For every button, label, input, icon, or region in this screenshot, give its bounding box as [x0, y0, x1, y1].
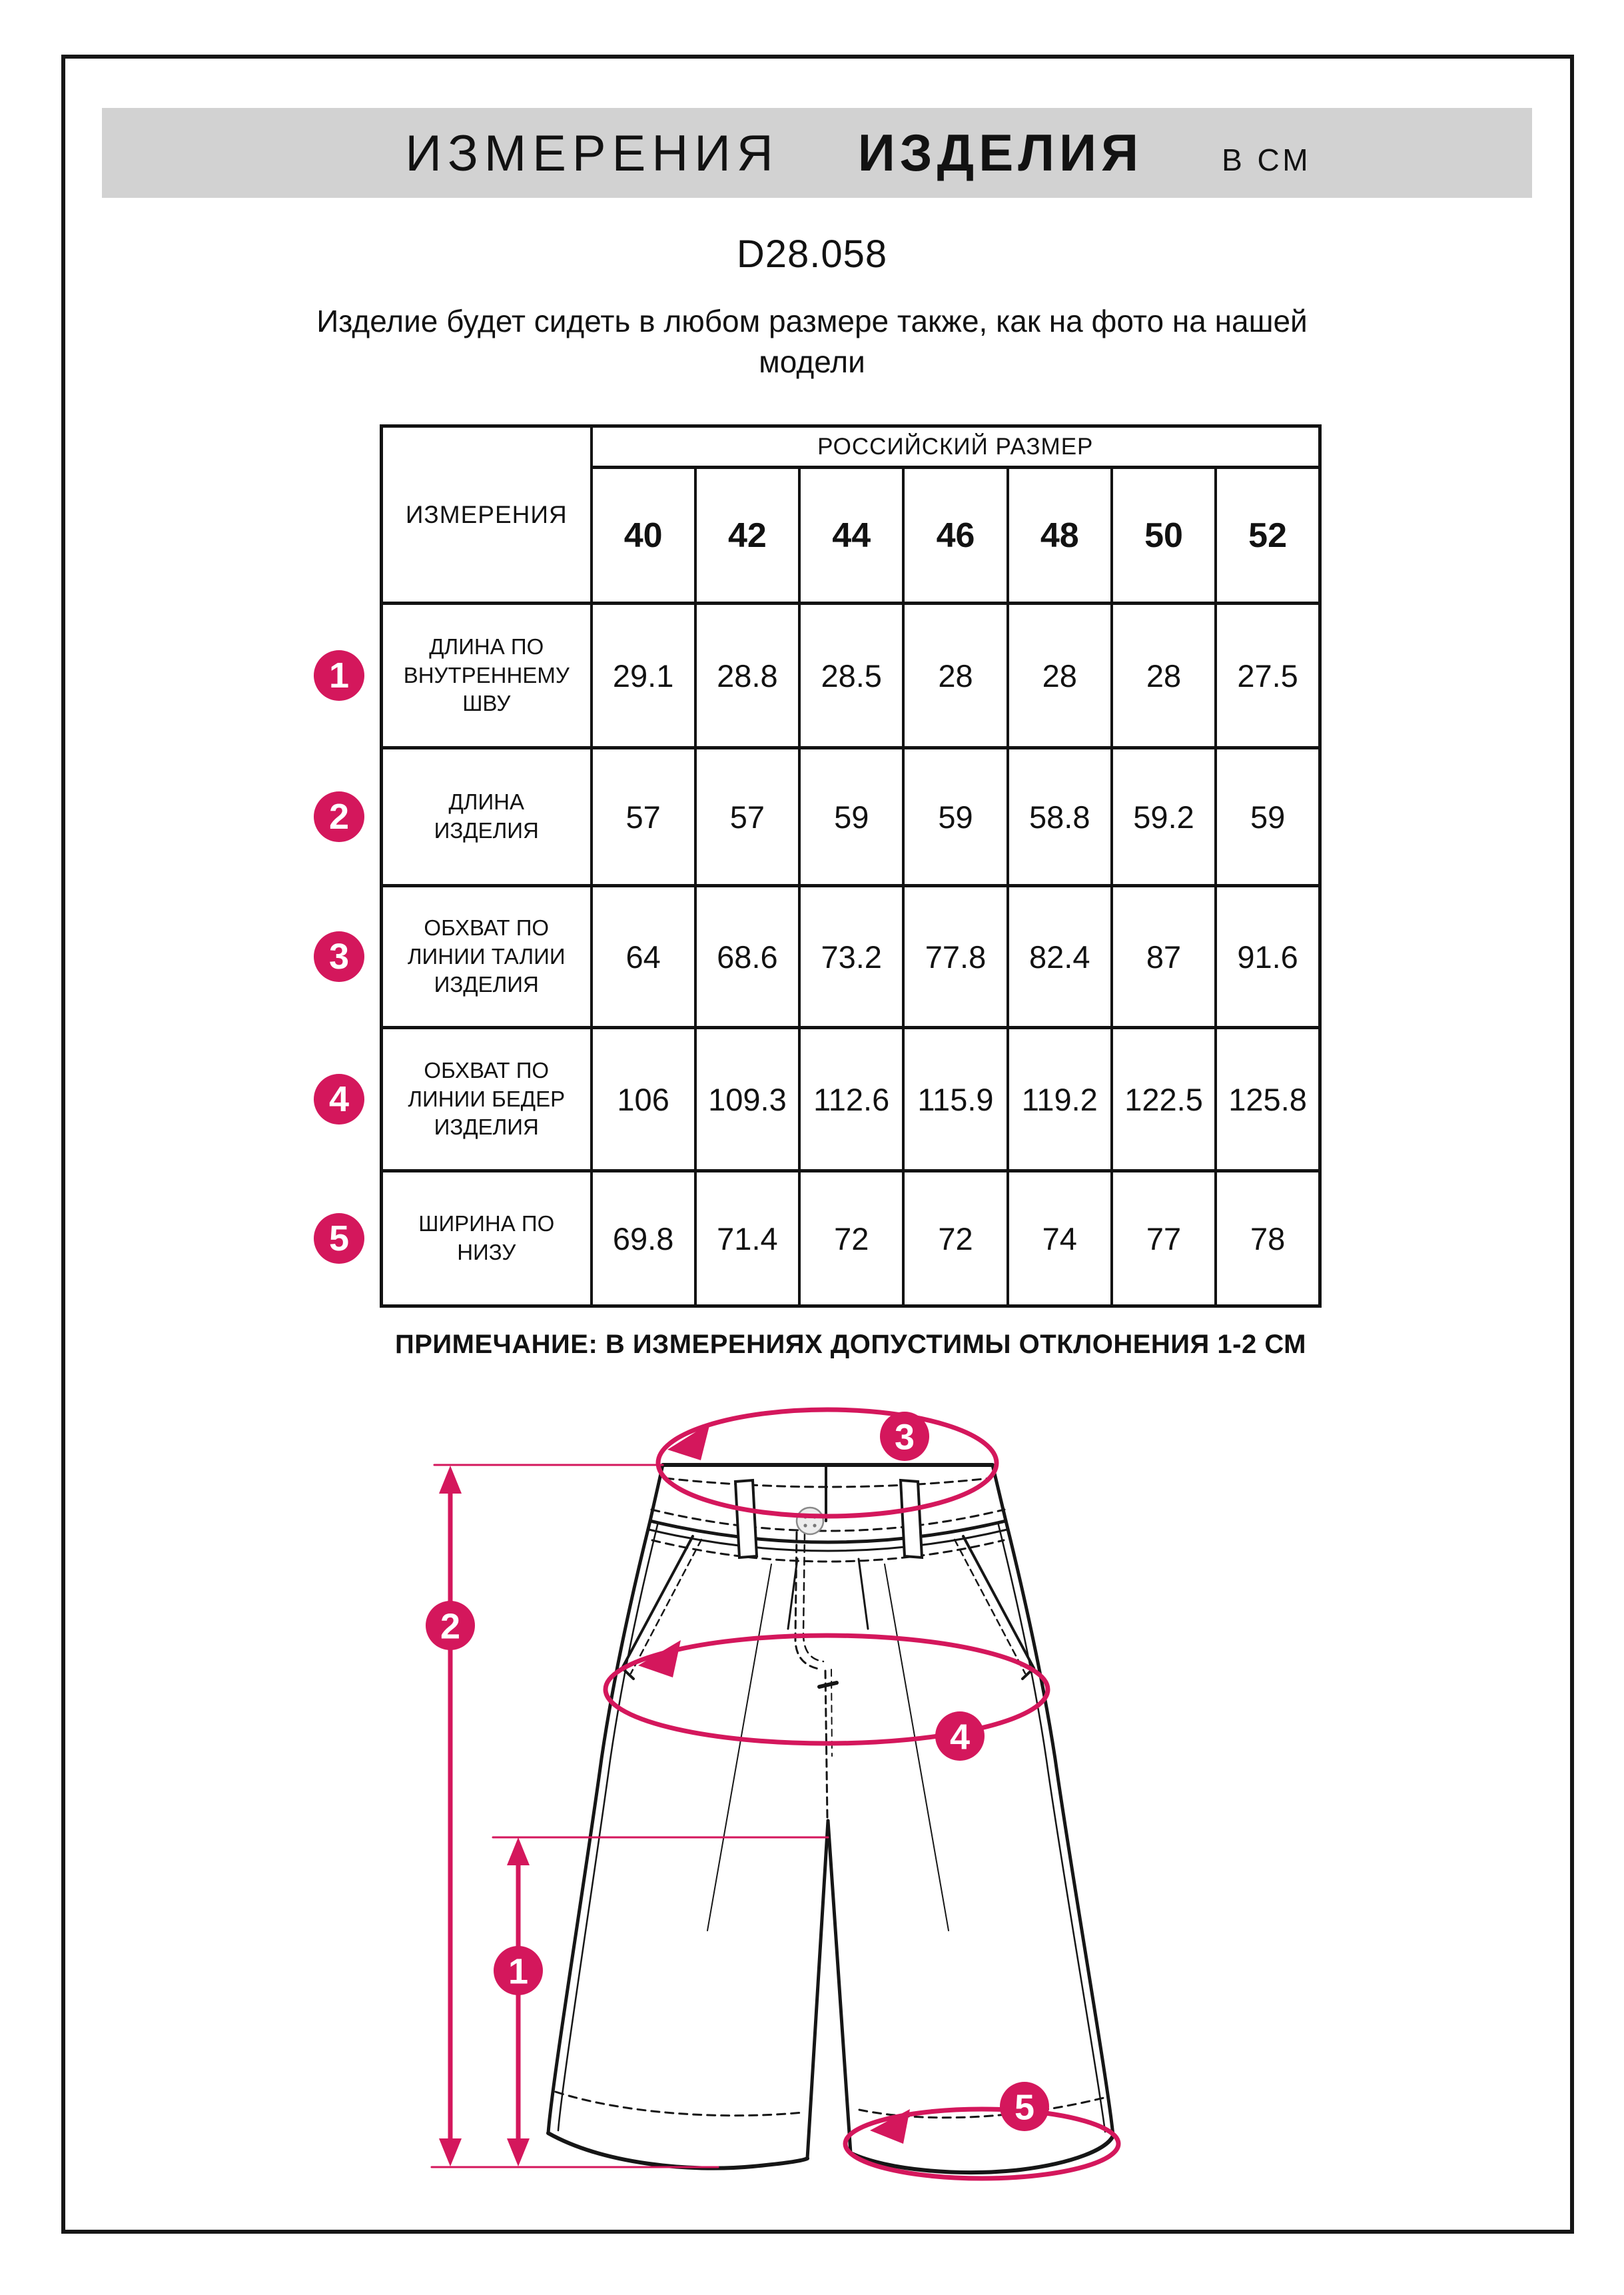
- tolerance-note: ПРИМЕЧАНИЕ: В ИЗМЕРЕНИЯХ ДОПУСТИМЫ ОТКЛОНЕНИЯ 1-2 СМ: [395, 1330, 1306, 1359]
- measure-value-cell: 64: [592, 886, 695, 1028]
- measure-label: ШИРИНА ПО НИЗУ: [418, 1211, 555, 1264]
- measure-label-cell: [328, 1028, 592, 1171]
- garment-outline: [548, 1465, 1113, 2172]
- title-banner: [102, 108, 1532, 198]
- table-row: [382, 748, 1320, 886]
- marker-number: 5: [1014, 2087, 1035, 2128]
- measure-value-cell: 29.1: [592, 604, 695, 748]
- measurement-annotations: [432, 1410, 1118, 2178]
- title-units: В СМ: [1222, 143, 1312, 177]
- size-col-header: 52: [1216, 468, 1320, 604]
- measure-value-cell: 91.6: [1216, 886, 1320, 1028]
- measure-label-cell: [328, 886, 592, 1028]
- measure-value-cell: 28: [1112, 604, 1216, 748]
- measure-value-cell: 109.3: [695, 1028, 799, 1171]
- diagram-marker-5: [1000, 2082, 1049, 2131]
- measure-value-cell: 78: [1216, 1171, 1320, 1306]
- measure-label: ОБХВАТ ПО ЛИНИИ БЕДЕР ИЗДЕЛИЯ: [408, 1057, 566, 1140]
- measure-value-cell: 59: [903, 748, 1007, 886]
- size-col-header: 46: [903, 468, 1007, 604]
- measure-label-cell: [328, 1171, 592, 1306]
- size-col-header: 48: [1008, 468, 1112, 604]
- group-header-row: [382, 426, 1320, 468]
- fit-subtitle: Изделие будет сидеть в любом размере также, как на фото на нашей модели: [316, 304, 1308, 379]
- row-marker-badge: 2: [314, 791, 364, 842]
- size-col-header: 50: [1112, 468, 1216, 604]
- diagram-marker-1: [494, 1946, 543, 1995]
- measure-value-cell: 27.5: [1216, 604, 1320, 748]
- row-marker-badge: 4: [314, 1074, 364, 1125]
- measure-value-cell: 87: [1112, 886, 1216, 1028]
- measure-value-cell: 115.9: [903, 1028, 1007, 1171]
- table-row: [382, 1028, 1320, 1171]
- measure-value-cell: 58.8: [1008, 748, 1112, 886]
- waist-button: [797, 1508, 823, 1534]
- title-word-product: ИЗДЕЛИЯ: [857, 123, 1144, 182]
- measure-value-cell: 28: [1008, 604, 1112, 748]
- marker-number: 1: [508, 1951, 529, 1992]
- row-marker-badge: 3: [314, 931, 364, 982]
- table-row: [382, 604, 1320, 748]
- measure-value-cell: 77.8: [903, 886, 1007, 1028]
- size-col-header: 44: [799, 468, 903, 604]
- row-marker-badge: 5: [314, 1213, 364, 1264]
- measure-value-cell: 119.2: [1008, 1028, 1112, 1171]
- measure-value-cell: 59.2: [1112, 748, 1216, 886]
- measure-label: ДЛИНА ПО ВНУТРЕННЕМУ ШВУ: [403, 634, 570, 716]
- measure-value-cell: 69.8: [592, 1171, 695, 1306]
- title-row: [405, 123, 1311, 183]
- measure-value-cell: 57: [592, 748, 695, 886]
- table-row: [382, 886, 1320, 1028]
- measure-value-cell: 28.5: [799, 604, 903, 748]
- measure-value-cell: 82.4: [1008, 886, 1112, 1028]
- measure-value-cell: 125.8: [1216, 1028, 1320, 1171]
- measure-label-cell: [328, 604, 592, 748]
- size-group-header-cell: РОССИЙСКИЙ РАЗМЕР: [592, 426, 1320, 468]
- measure-value-cell: 106: [592, 1028, 695, 1171]
- measure-value-cell: 59: [799, 748, 903, 886]
- marker-number: 4: [949, 1717, 971, 1757]
- measure-value-cell: 72: [799, 1171, 903, 1306]
- measure-value-cell: 59: [1216, 748, 1320, 886]
- title-word-measurements: ИЗМЕРЕНИЯ: [405, 125, 779, 182]
- row-marker-badge: 1: [314, 650, 364, 701]
- diagram-marker-2: [426, 1601, 475, 1650]
- diagram-marker-3: [880, 1412, 929, 1461]
- measure-value-cell: 73.2: [799, 886, 903, 1028]
- marker-number: 3: [894, 1417, 915, 1458]
- product-code: D28.058: [736, 232, 888, 276]
- measure-label: ДЛИНА ИЗДЕЛИЯ: [434, 789, 539, 843]
- marker-number: 2: [440, 1606, 461, 1647]
- measurements-table: [328, 424, 1322, 1308]
- measure-value-cell: 28: [903, 604, 1007, 748]
- measure-value-cell: 71.4: [695, 1171, 799, 1306]
- measurements-table-wrap: [328, 424, 1322, 1308]
- table-row: [382, 1171, 1320, 1306]
- corner-header-cell: ИЗМЕРЕНИЯ: [382, 426, 592, 604]
- measure-value-cell: 74: [1008, 1171, 1112, 1306]
- measure-value-cell: 122.5: [1112, 1028, 1216, 1171]
- measure-value-cell: 112.6: [799, 1028, 903, 1171]
- measure-label-cell: [328, 748, 592, 886]
- measure-value-cell: 72: [903, 1171, 1007, 1306]
- shorts-technical-drawing: [373, 1359, 1306, 2245]
- diagram-marker-4: [935, 1711, 985, 1761]
- measure-value-cell: 68.6: [695, 886, 799, 1028]
- measure-value-cell: 28.8: [695, 604, 799, 748]
- measure-value-cell: 57: [695, 748, 799, 886]
- measure-label: ОБХВАТ ПО ЛИНИИ ТАЛИИ ИЗДЕЛИЯ: [407, 915, 566, 997]
- measure-value-cell: 77: [1112, 1171, 1216, 1306]
- size-col-header: 40: [592, 468, 695, 604]
- size-col-header: 42: [695, 468, 799, 604]
